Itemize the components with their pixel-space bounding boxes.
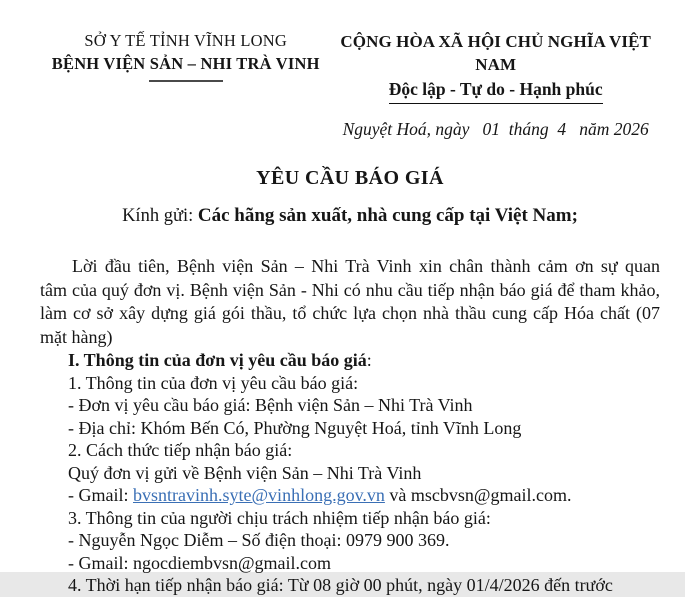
list-line-contact-person-info: 3. Thông tin của người chịu trách nhiệm tiếp nhận báo giá: <box>68 507 491 528</box>
list-line-contact-gmail: - Gmail: ngocdiembvsn@gmail.com <box>68 552 332 573</box>
gmail-suffix: và mscbvsn@gmail.com. <box>384 485 572 505</box>
section-heading-colon: : <box>366 350 372 370</box>
national-motto: Độc lập - Tự do - Hạnh phúc <box>389 76 603 104</box>
date-line: Nguyệt Hoá, ngày 01 tháng 4 năm 2026 <box>342 119 649 139</box>
intro-paragraph-line: Lời đầu tiên, Bệnh viện Sản – Nhi Trà Vinh xin chân thành cảm ơn sự quan <box>72 256 660 276</box>
document-title: YÊU CẦU BÁO GIÁ <box>256 167 444 189</box>
document-header <box>40 30 660 104</box>
intro-paragraph-line: mặt hàng) <box>40 326 113 347</box>
list-line-gmail <box>40 484 660 507</box>
list-line-deadline: 4. Thời hạn tiếp nhận báo giá: Từ 08 giờ 00 phút, ngày 01/4/2026 đến trước <box>68 575 613 595</box>
list-line-reception-method: 2. Cách thức tiếp nhận báo giá: <box>68 440 293 460</box>
national-motto-wrap <box>331 76 660 104</box>
national-title: CỘNG HÒA XÃ HỘI CHỦ NGHĨA VIỆT NAM <box>340 32 651 74</box>
intro-paragraph-line: tâm của quý đơn vị. Bệnh viện Sản - Nhi có nhu cầu tiếp nhận báo giá để tham khảo, <box>40 279 660 300</box>
section-heading <box>40 349 660 372</box>
list-line-send-to: Quý đơn vị gửi về Bệnh viện Sản – Nhi Trà Vinh <box>68 462 422 483</box>
salutation-line <box>40 204 660 228</box>
issuing-org-block <box>40 30 331 82</box>
list-line-address: - Địa chỉ: Khóm Bến Có, Phường Nguyệt Hoá, tỉnh Vĩnh Long <box>68 417 522 438</box>
list-line-contact-name-phone: - Nguyễn Ngọc Diễm – Số điện thoại: 0979 900 369. <box>68 530 450 550</box>
list-line-unit-info: 1. Thông tin của đơn vị yêu cầu báo giá: <box>68 372 359 393</box>
org-name: BỆNH VIỆN SẢN – NHI TRÀ VINH <box>51 54 320 73</box>
org-underline-rule <box>149 80 223 82</box>
salutation-recipient: Các hãng sản xuất, nhà cung cấp tại Việt Nam; <box>197 205 578 226</box>
email-link[interactable]: bvsntravinh.syte@vinhlong.gov.vn <box>133 485 385 505</box>
intro-paragraph <box>40 255 660 349</box>
national-header-block <box>331 30 660 104</box>
section-heading-text: I. Thông tin của đơn vị yêu cầu báo giá <box>68 350 367 370</box>
salutation-prefix: Kính gửi: <box>122 206 198 226</box>
intro-paragraph-line: làm cơ sở xây dựng giá gói thầu, tổ chức lựa chọn nhà thầu cung cấp Hóa chất (07 <box>40 303 660 323</box>
list-line-requesting-unit: - Đơn vị yêu cầu báo giá: Bệnh viện Sản – Nhi Trà Vinh <box>68 395 473 415</box>
org-parent-name: SỞ Y TẾ TỈNH VĨNH LONG <box>84 31 287 50</box>
gmail-label: - Gmail: <box>68 485 133 505</box>
